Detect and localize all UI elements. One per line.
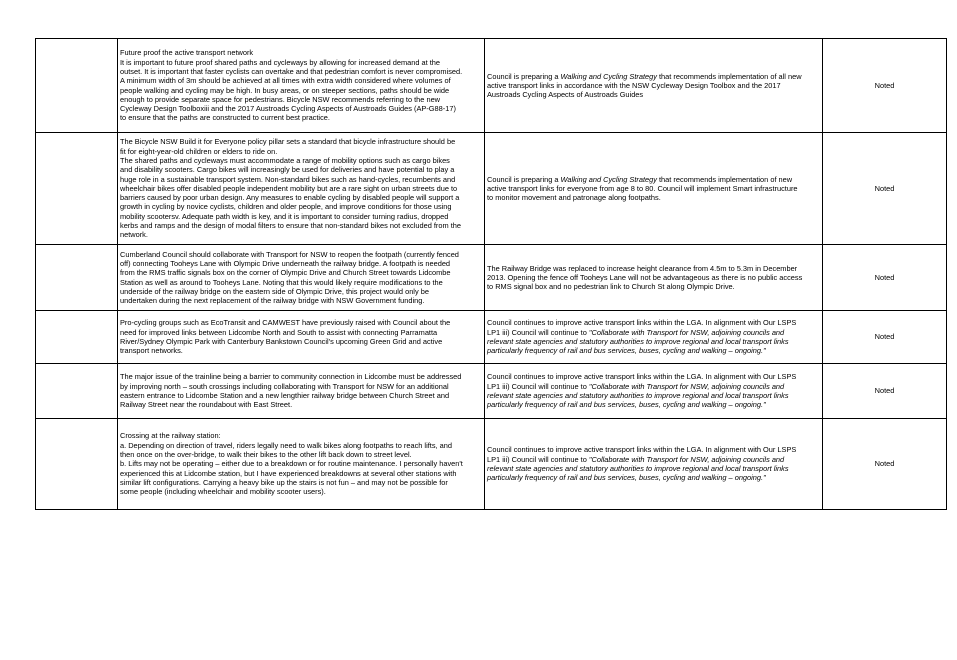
submission-line: underside of the railway bridge on the eastern side of Olympic Drive, this project would only be xyxy=(120,286,429,296)
submission-line: barriers caused by poor urban design. Any measures to enable cycling by disabled people will support a xyxy=(120,193,460,203)
response-line: Council is preparing a Walking and Cycling Strategy that recommends implementation of new xyxy=(487,174,793,184)
submission-cell xyxy=(118,133,485,245)
submission-line: fit for eight-year-old children or elders to ride on. xyxy=(120,146,278,156)
row-number-cell xyxy=(36,245,118,311)
response-line: 2013. Opening the fence off Tooheys Lane will not be advantageous as there is no public access xyxy=(487,272,803,282)
submissions-table-body xyxy=(36,39,947,510)
submission-line: Pro-cycling groups such as EcoTransit and CAMWEST have previously raised with Council about the xyxy=(120,318,451,328)
response-line: active transport links for everyone from age 8 to 80. Council will implement Smart infrastructure xyxy=(487,183,798,193)
submission-line: Crossing at the railway station: xyxy=(120,431,221,441)
submission-line: The shared paths and cycleways must accommodate a range of mobility options such as cargo bikes xyxy=(120,155,450,165)
submission-line: people walking and cycling may be high. In busy areas, or on steeper sections, paths should be wide xyxy=(120,85,450,95)
submission-line: enough to provide separate space for pedestrians. Bicycle NSW recommends referring to the new xyxy=(120,94,441,104)
response-line: The Railway Bridge was replaced to increase height clearance from 4.5m to 5.3m in December xyxy=(487,263,798,273)
submission-line: b. Lifts may not be operating – either due to a breakdown or for routine maintenance. I personally haven't xyxy=(120,459,463,469)
response-line: relevant state agencies and statutory authorities to improve regional and local transport links xyxy=(487,391,789,400)
submission-line: huge role in a sustainable transport system. Non-standard bikes such as hand-cycles, recumbents and xyxy=(120,174,456,184)
submission-line: Railway Street near the roundabout with East Street. xyxy=(120,400,293,410)
response-line: Council continues to improve active transport links within the LGA. In alignment with Our LSPS xyxy=(487,372,797,382)
submission-line: some people (including wheelchair and mobility scooter users). xyxy=(120,487,326,497)
response-cell xyxy=(485,311,823,364)
response-line: active transport links in accordance with the NSW Cycleway Design Toolbox and the 2017 xyxy=(487,80,781,90)
submission-line: off) connecting Tooheys Lane with Olympic Drive underneath the railway bridge. A footpath is needed xyxy=(120,258,451,268)
response-line: particularly frequency of rail and bus services, buses, cycling and walking – ongoing." xyxy=(487,346,766,356)
submission-line: outset. It is important that faster cyclists can overtake and that pedestrian comfort is never compromised. xyxy=(120,66,463,76)
submission-line: transport networks. xyxy=(120,346,183,356)
response-line: particularly frequency of rail and bus services, buses, cycling and walking – ongoing." xyxy=(487,473,766,483)
table-row xyxy=(36,245,947,311)
response-line: to RMS signal box and no pedestrian link to Church St along Olympic Drive. xyxy=(487,282,735,292)
submissions-table xyxy=(35,38,947,510)
submission-line: network. xyxy=(120,230,148,240)
submission-cell xyxy=(118,311,485,364)
submission-cell xyxy=(118,245,485,311)
response-line: Council is preparing a Walking and Cycling Strategy that recommends implementation of all new xyxy=(487,71,802,81)
table-row xyxy=(36,419,947,510)
response-line: Council continues to improve active transport links within the LGA. In alignment with Our LSPS xyxy=(487,445,797,455)
table-row xyxy=(36,133,947,245)
submission-line: It is important to future proof shared paths and cycleways by allowing for increased demand at the xyxy=(120,57,441,67)
submission-line: a. Depending on direction of travel, riders legally need to walk bikes along footpaths to reach lifts, and xyxy=(120,440,452,450)
row-number-cell xyxy=(36,311,118,364)
response-line: relevant state agencies and statutory authorities to improve regional and local transport links xyxy=(487,464,789,473)
response-line: relevant state agencies and statutory authorities to improve regional and local transport links xyxy=(487,337,789,346)
row-number-cell xyxy=(36,133,118,245)
row-number-cell xyxy=(36,39,118,133)
submission-line: similar lift configurations. Carrying a heavy bike up the stairs is not fun – and may not be possible for xyxy=(120,477,448,487)
submission-line: experienced this at Lidcombe station, but I have experienced breakdowns at several other stations with xyxy=(120,468,457,478)
submission-line: kerbs and ramps and the design of modal filters to ensure that non-standard bikes not excluded from the xyxy=(120,221,461,231)
submission-cell xyxy=(118,364,485,419)
response-line: particularly frequency of rail and bus services, buses, cycling and walking – ongoing." xyxy=(487,400,766,410)
response-cell xyxy=(485,419,823,510)
row-number-cell xyxy=(36,419,118,510)
row-number-cell xyxy=(36,364,118,419)
submission-line: from the RMS traffic signals box on the corner of Olympic Drive and Church Street towards Lidcombe xyxy=(120,268,451,278)
table-row xyxy=(36,364,947,419)
submission-line: River/Sydney Olympic Park with Canterbury Bankstown Council's upcoming Green Grid and active xyxy=(120,337,443,346)
submission-line: The Bicycle NSW Build it for Everyone policy pillar sets a standard that bicycle infrastructure should be xyxy=(120,137,456,147)
response-line: LP1 iii) Council will continue to "Collaborate with Transport for NSW, adjoining councils and xyxy=(487,381,785,391)
response-line: Council continues to improve active transport links within the LGA. In alignment with Our LSPS xyxy=(487,318,797,328)
response-line: Austroads Cycling Aspects of Austroads Guides xyxy=(487,90,644,100)
submission-line: A minimum width of 3m should be achieved at all times with extra width considered where volumes of xyxy=(120,76,451,86)
table-row xyxy=(36,311,947,364)
submission-line: to ensure that the paths are constructed to current best practice. xyxy=(120,113,330,123)
submission-line: growth in cycling by novice cyclists, children and older people, and improve conditions for those using xyxy=(120,202,452,212)
submission-line: The major issue of the trainline being a barrier to community connection in Lidcombe must be addressed xyxy=(120,372,462,382)
outcome-cell: Noted xyxy=(823,419,947,510)
submission-line: eastern entrance to Lidcombe Station and a new lengthier railway bridge between Church Street and xyxy=(120,391,450,400)
outcome-cell: Noted xyxy=(823,364,947,419)
submission-line: need for improved links between Lidcombe North and South to assist with connecting Parramatta xyxy=(120,327,438,337)
response-cell xyxy=(485,245,823,311)
submission-line: then once on the over-bridge, to walk their bikes to the other lift back down to street level. xyxy=(120,450,412,460)
outcome-cell: Noted xyxy=(823,133,947,245)
submission-line: and disability scooters. Cargo bikes will increasingly be used for deliveries and have potential to play a xyxy=(120,165,455,175)
submission-line: wheelchair bikes offer disabled people independent mobility but are a rare sight on urban streets due to xyxy=(120,183,458,193)
response-line: LP1 iii) Council will continue to "Collaborate with Transport for NSW, adjoining councils and xyxy=(487,454,785,464)
outcome-cell: Noted xyxy=(823,39,947,133)
response-line: LP1 iii) Council will continue to "Collaborate with Transport for NSW, adjoining councils and xyxy=(487,327,785,337)
submission-line: Cycleway Design Toolboxiii and the 2017 Austroads Cycling Aspects of Austroads Guides (AP-G88-17) xyxy=(120,104,456,114)
response-cell xyxy=(485,133,823,245)
submission-line: Cumberland Council should collaborate with Transport for NSW to reopen the footpath (currently fenced xyxy=(120,249,459,259)
submission-line: Station as well as around to Tooheys Lane. Noting that this would likely require modifications to the xyxy=(120,277,443,287)
outcome-cell: Noted xyxy=(823,311,947,364)
submission-line: Future proof the active transport network xyxy=(120,48,254,58)
submission-cell xyxy=(118,419,485,510)
response-cell xyxy=(485,39,823,133)
submission-line: by improving north – south crossings including collaborating with Transport for NSW for an additional xyxy=(120,381,449,391)
submission-cell xyxy=(118,39,485,133)
outcome-cell: Noted xyxy=(823,245,947,311)
submission-line: undertaken during the next replacement of the railway bridge with NSW Government funding. xyxy=(120,296,425,306)
submission-line: mobility scootersv. Adequate path width is key, and it is important to consider turning radius, dropped xyxy=(120,211,449,221)
response-line: to monitor movement and patronage along footpaths. xyxy=(487,193,661,203)
response-cell xyxy=(485,364,823,419)
table-row xyxy=(36,39,947,133)
